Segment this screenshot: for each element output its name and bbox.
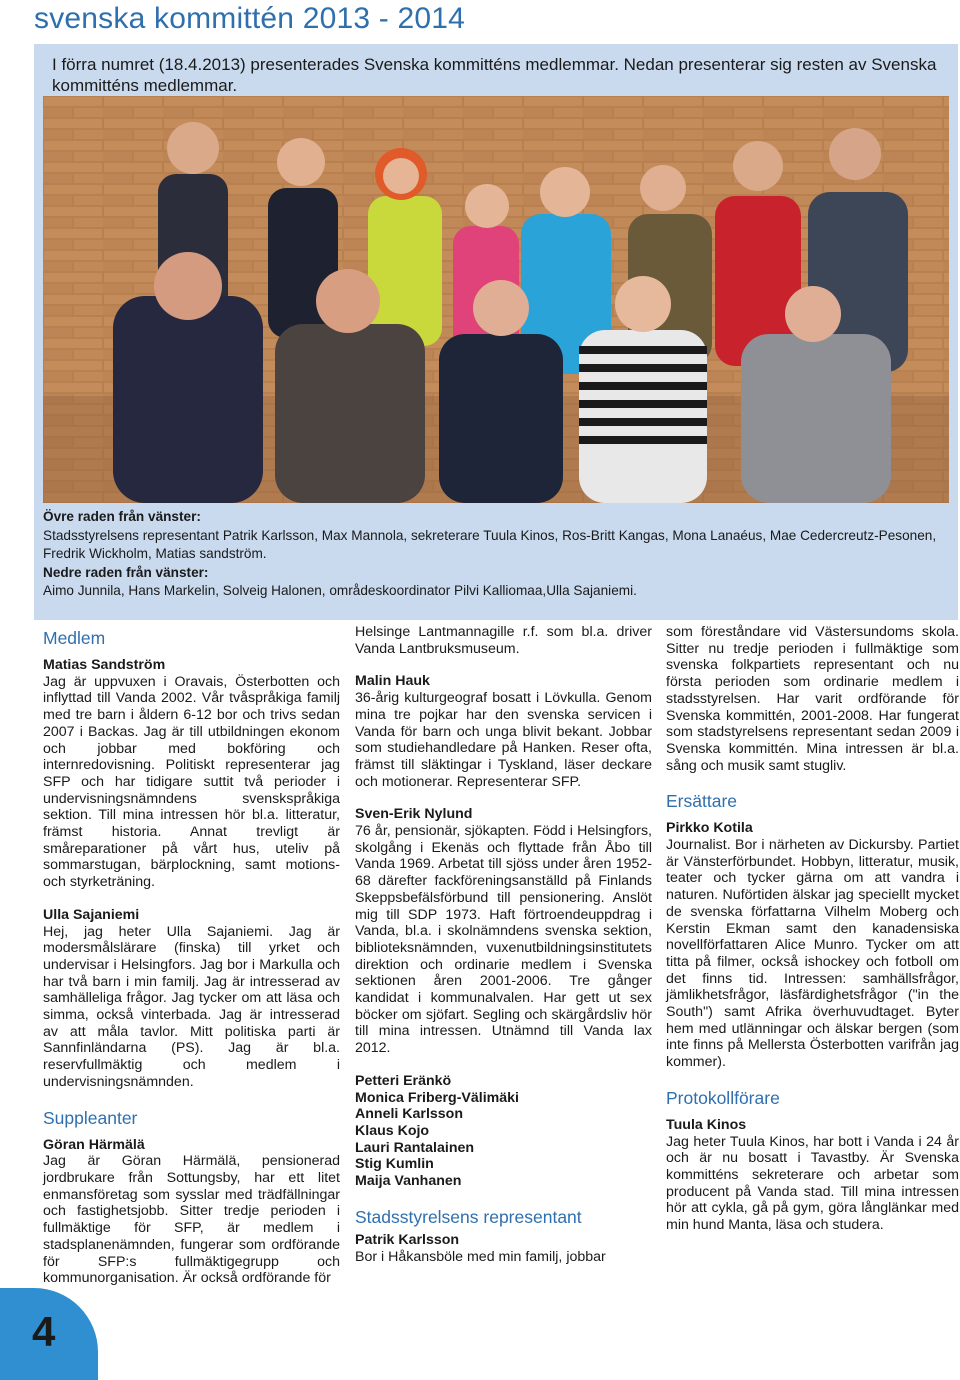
member-name: Petteri Eränkö [355,1072,452,1089]
column-3 [666,624,959,1234]
member-bio: 76 år, pensionär, sjökapten. Född i Helsingfors, skolgång i Ekenäs och flyttade från Åbo till Vanda 1969. Arbetat till sjöss under åren 1952-68 därefter fackföreningsanställd på Finlands Skeppsbefälsförbund till pensionering. Anslöt mig till SDP 1973. Haft förtroendeuppdrag i Vanda, bl.a. i skolnämndens svenska sektion, biblioteksnämnden, vuxenutbildningsinstitutets direktion och ordinarie medlem i Svenska sektionen åren 2001-2006. Tre gånger kandidat i kommunalvalen. Har gett ut sex böcker om sjöfart. Segling och skärgårdsliv hör till mina intressen. Utnämnd till Vanda lax 2012. [355,823,652,1057]
member-name: Pirkko Kotila [666,820,753,837]
member-name: Sven-Erik Nylund [355,806,473,823]
member-bio: 36-årig kulturgeograf bosatt i Lövkulla. Genom mina tre pojkar har den svenska servicen i Vanda för barn och unga blivit bekant. Jobbar som studiehandledare på Hanken. Reser ofta, främst till släktingar i Tyskland, läser deckare och motionerar. Representerar SFP. [355,690,652,790]
member-bio: Hej, jag heter Ulla Sajaniemi. Jag är modersmålslärare (finska) till yrket och undervisar i Helsingfors. Jag bor i Markulla och har två barn i min familj. Jag är intresserad av samhälleliga frågor. Jag tycker om att läsa och simma, också vinterbada. Jag är intresserad av att måla tavlor. Mitt politiska parti är Sannfinländarna (PS). Jag är bl.a. reservfullmäktig och medlem i undervisningsnämnden. [43,923,340,1090]
member-name: Anneli Karlsson [355,1106,464,1123]
group-photo-illustration [43,96,949,503]
member-bio-continued: som föreståndare vid Västersundoms skola. Sitter nu tredje perioden i fullmäktige som svenska folkpartiets representant och nu första perioden som ordinarie medlem i stadsstyrelsen. Har varit ordförande för Svenska kommittén, 2001-2008. Har fungerat som stadstyrelsens representant sedan 2009 i Svenska kommittén. Mina intressen är bl.a. sång och musik samt stugliv. [666,624,959,774]
member-name: Malin Hauk [355,673,430,690]
member-name: Lauri Rantalainen [355,1139,475,1156]
photo-caption [43,508,949,601]
section-heading-suppleanter: Suppleanter [43,1107,138,1128]
caption-upper-heading: Övre raden från vänster: [43,509,201,524]
member-name: Ulla Sajaniemi [43,906,140,923]
member-bio: Jag heter Tuula Kinos, har bott i Vanda i 24 år och är nu bosatt i Tavastby. Är Svenska kommitténs sekreterare och arbetar som producent på Vanda stad. Till mina intressen hör att cykla, gå på gym, göra långlänkar med min hund Manta, läsa och studera. [666,1133,959,1234]
member-bio: Jag är Göran Härmälä, pensionerad jordbrukare från Sottungsby, har ett litet enmansföretag som sysslar med trädfällningar och fastighetsjobb. Sitter tredje perioden i fullmäktige för SFP, är medlem i stadsplanenämnden, fungerar som ordförande för SFP:s fullmäktigegrupp och kommunorganisation. Är också ordförande för [43,1153,340,1287]
caption-lower-text: Aimo Junnila, Hans Markelin, Solveig Halonen, områdeskoordinator Pilvi Kalliomaa,Ulla Sajaniemi. [43,583,637,599]
page-title: svenska kommittén 2013 - 2014 [34,2,466,35]
section-heading-representant: Stadsstyrelsens representant [355,1206,582,1227]
member-bio-continued: Helsinge Lantmannagille r.f. som bl.a. driver Vanda Lantbruksmuseum. [355,624,652,657]
member-name: Klaus Kojo [355,1122,430,1139]
column-1 [43,624,340,1287]
member-name: Stig Kumlin [355,1156,434,1173]
member-name: Patrik Karlsson [355,1231,460,1248]
member-bio: Bor i Håkansböle med min familj, jobbar [355,1248,606,1265]
member-name: Tuula Kinos [666,1116,747,1133]
intro-text: I förra numret (18.4.2013) presenterades Svenska kommitténs medlemmar. Nedan presenterar sig resten av Svenska kommitténs medlemmar. [52,55,937,95]
member-name: Monica Friberg-Välimäki [355,1089,519,1106]
group-photo [43,96,949,503]
member-bio: Journalist. Bor i närheten av Dickursby. Partiet är Vänsterförbundet. Hobbyn, litteratur, musik, teater och tycker gärna om att vandra i naturen. Nuförtiden älskar jag speciellt mycket de svenska författarna Vilhelm Moberg och Kerstin Ekman samt den kanadensiska novellförfattaren Alice Munro. Tycker om att titta på filmer, också ishockey och fotboll om det finns tid. Intressen: samhällsfrågor, jämlikhetsfrågor, läsfärdighetsfrågor ("in the South") samt Afrika överhuvudtaget. Byter hem med utlänningar och älskar bergen (som inte finns på Mellersta Österbotten varifrån jag kommer). [666,837,959,1071]
section-heading-medlem: Medlem [43,628,106,648]
member-name: Matias Sandström [43,657,166,673]
member-name: Göran Härmälä [43,1136,145,1153]
section-heading-ersattare: Ersättare [666,791,737,812]
member-bio: Jag är uppvuxen i Oravais, Österbotten och inflyttad till Vanda 2002. Vår tvåspråkiga familj med tre barn i åldern 6-12 bor och trivs sedan 2007 i Backas. Jag är till utbildningen ekonom och jobbar med bokföring och internredovisning. Politiskt representerar jag SFP och har tidigare suttit två perioder i undervisningsnämndens svenskspråkiga sektion. Till mina intressen hör bl.a. litteratur, främst historia. Annat trevligt är småreparationer på vårt hus, uteliv på sommarstugan, bärplockning, samt motions- och styrketräning. [43,673,340,891]
member-name: Maija Vanhanen [355,1173,462,1190]
caption-lower-heading: Nedre raden från vänster: [43,564,209,580]
page-number: 4 [32,1308,56,1355]
caption-upper-text: Stadsstyrelsens representant Patrik Karlsson, Max Mannola, sekreterare Tuula Kinos, Ros-Britt Kangas, Mona Lanaéus, Mae Cedercreutz-Pesonen, Fredrik Wickholm, Matias sandström. [43,527,937,562]
section-heading-protokollforare: Protokollförare [666,1087,780,1108]
column-2 [355,624,652,1265]
